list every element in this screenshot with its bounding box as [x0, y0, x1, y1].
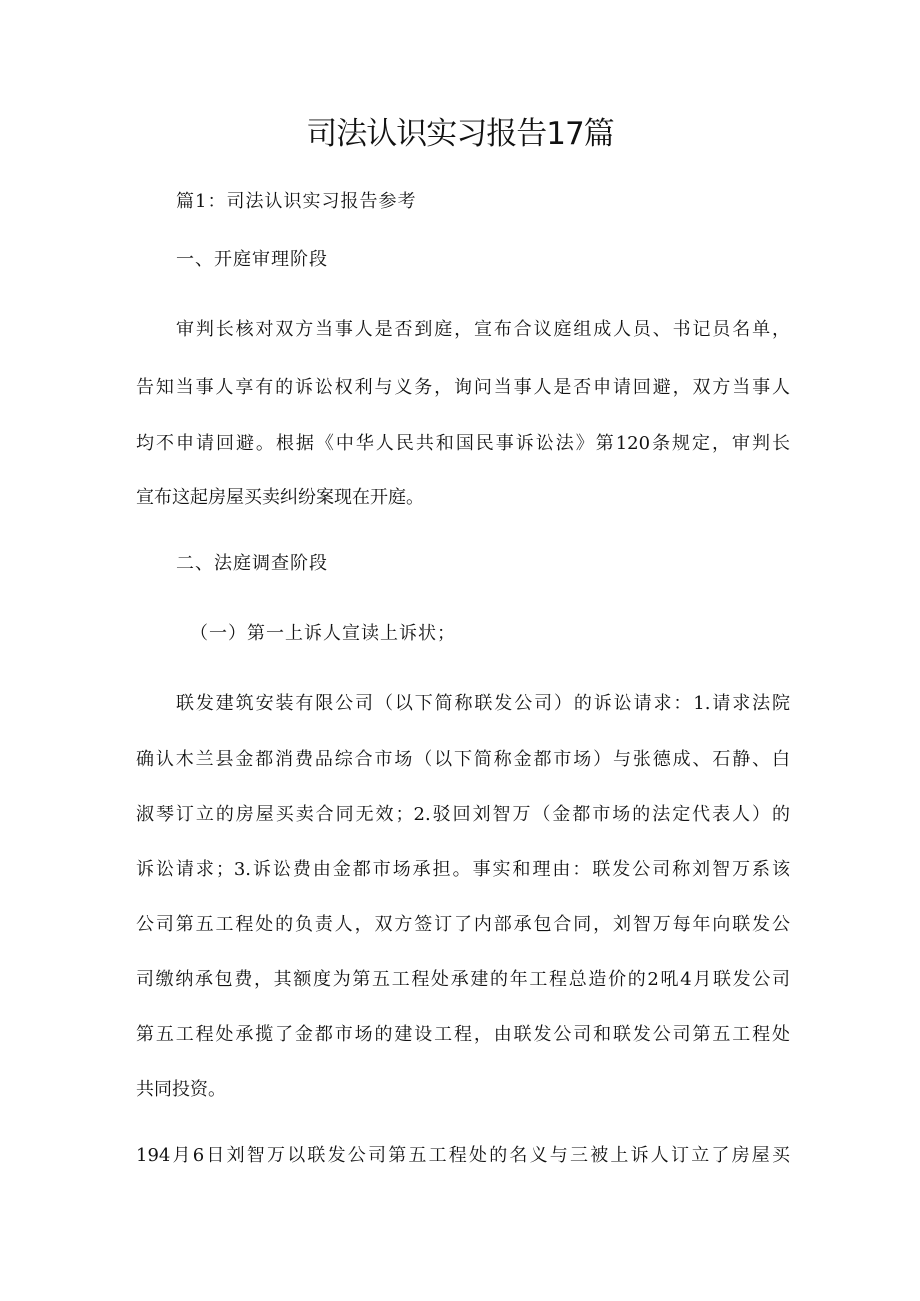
paragraph-line: 诉讼请求；3.诉讼费由金都市场承担。事实和理由：联发公司称刘智万系该: [136, 859, 790, 880]
paragraph-line: 194月6日刘智万以联发公司第五工程处的名义与三被上诉人订立了房屋买: [136, 1145, 790, 1166]
section-title: 篇1：司法认识实习报告参考: [176, 191, 417, 212]
document-title: 司法认识实习报告17篇: [306, 116, 614, 152]
paragraph-line: 告知当事人享有的诉讼权利与义务，询问当事人是否申请回避，双方当事人: [136, 377, 790, 398]
paragraph-line: 联发建筑安装有限公司（以下简称联发公司）的诉讼请求：1.请求法院: [176, 693, 790, 714]
heading-investigation-stage: 二、法庭调查阶段: [176, 553, 328, 574]
paragraph-line: 均不申请回避。根据《中华人民共和国民事诉讼法》第120条规定，审判长: [136, 433, 790, 454]
paragraph-line: 淑琴订立的房屋买卖合同无效；2.驳回刘智万（金都市场的法定代表人）的: [136, 804, 790, 825]
heading-trial-stage: 一、开庭审理阶段: [176, 249, 328, 270]
paragraph-line: 确认木兰县金都消费品综合市场（以下简称金都市场）与张德成、石静、白: [136, 749, 790, 770]
paragraph-line: 共同投资。: [136, 1079, 226, 1100]
paragraph-line: 审判长核对双方当事人是否到庭，宣布合议庭组成人员、书记员名单，: [176, 319, 790, 340]
paragraph-line: 第五工程处承揽了金都市场的建设工程，由联发公司和联发公司第五工程处: [136, 1024, 790, 1045]
paragraph-line: 宣布这起房屋买卖纠纷案现在开庭。: [136, 487, 424, 508]
paragraph-line: 司缴纳承包费，其额度为第五工程处承建的年工程总造价的2吼4月联发公司: [136, 969, 790, 990]
paragraph-line: 公司第五工程处的负责人，双方签订了内部承包合同，刘智万每年向联发公: [136, 914, 790, 935]
sub-heading-appeal-reading: （一）第一上诉人宣读上诉状；: [190, 623, 456, 644]
